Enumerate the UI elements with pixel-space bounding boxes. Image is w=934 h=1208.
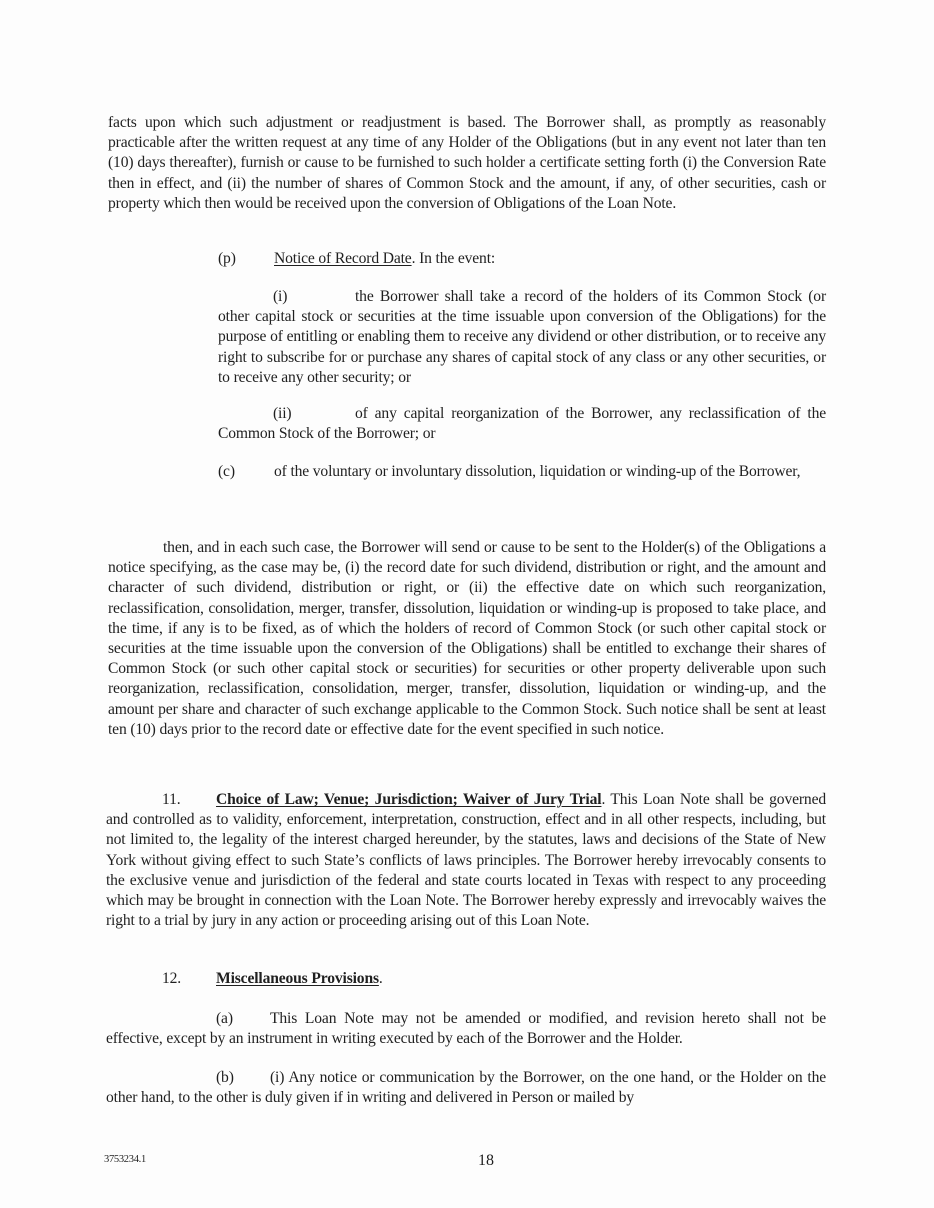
item-12b-text: (i) Any notice or communication by the Borrower, on the one hand, or the Holder on the other hand, to the other is duly given if in writing and delivered in Person or mailed by xyxy=(106,1069,826,1107)
section-p-label: (p) xyxy=(218,250,236,267)
section-11 xyxy=(106,790,826,931)
section-11-number: 11. xyxy=(162,791,181,808)
paragraph-then xyxy=(108,538,826,740)
item-ii-label: (ii) xyxy=(273,405,292,422)
section-12-number: 12. xyxy=(162,970,182,987)
item-12a xyxy=(106,1009,826,1049)
paragraph-then-text: then, and in each such case, the Borrower will send or cause to be sent to the Holder(s) of the Obligations a notice specifying, as the case may be, (i) the record date for such dividend, distribution or right, and the amount and character of such dividend, distribution or right, or (ii) the effective date on which such reorganization, reclassification, consolidation, merger, transfer, dissolution, liquidation or winding-up is proposed to take place, and the time, if any is to be fixed, as of which the holders of record of Common Stock (or such other capital stock or securities at the time issuable upon the conversion of the Obligations) shall be entitled to exchange their shares of Common Stock (or such other capital stock or securities) for securities or other property deliverable upon such reorganization, reclassification, consolidation, merger, transfer, dissolution, liquidation or winding-up, and the amount per share and character of such exchange applicable to the Common Stock. Such notice shall be sent at least ten (10) days prior to the record date or effective date for the event specified in such notice. xyxy=(108,539,826,738)
section-p-title: Notice of Record Date xyxy=(274,250,412,267)
item-ii-text: of any capital reorganization of the Borrower, any reclassification of the Common Stock of the Borrower; or xyxy=(218,405,826,443)
page-number: 18 xyxy=(478,1152,494,1169)
item-ii xyxy=(218,404,826,444)
item-12a-label: (a) xyxy=(216,1010,233,1027)
item-12a-text: This Loan Note may not be amended or modified, and revision hereto shall not be effective, except by an instrument in writing executed by each of the Borrower and the Holder. xyxy=(106,1010,826,1048)
item-c-text: of the voluntary or involuntary dissolution, liquidation or winding-up of the Borrower, xyxy=(274,463,801,480)
section-12-heading xyxy=(162,969,762,989)
section-p-heading xyxy=(218,249,826,269)
paragraph-intro xyxy=(108,113,826,214)
item-12b xyxy=(106,1068,826,1108)
item-12b-label: (b) xyxy=(216,1069,234,1086)
item-c xyxy=(218,462,826,482)
footer-document-id: 3753234.1 xyxy=(104,1154,146,1165)
section-p-after: . In the event: xyxy=(411,250,496,267)
section-12-title: Miscellaneous Provisions xyxy=(216,970,379,987)
section-11-text: . This Loan Note shall be governed and controlled as to validity, enforcement, interpretation, construction, effect and in all other respects, including, but not limited to, the legality of the interest charged hereunder, by the statutes, laws and decisions of the State of New York without giving effect to such State’s conflicts of laws principles. The Borrower hereby irrevocably consents to the exclusive venue and jurisdiction of the federal and state courts located in Texas with respect to any proceeding which may be brought in connection with the Loan Note. The Borrower hereby expressly and irrevocably waives the right to a trial by jury in any action or proceeding arising out of this Loan Note. xyxy=(106,791,826,930)
item-c-label: (c) xyxy=(218,463,235,480)
section-11-title: Choice of Law; Venue; Jurisdiction; Waiver of Jury Trial xyxy=(216,791,602,808)
section-12-after: . xyxy=(378,970,383,987)
item-i xyxy=(218,287,826,388)
item-i-label: (i) xyxy=(273,288,288,305)
item-i-text: the Borrower shall take a record of the holders of its Common Stock (or other capital stock or securities at the time issuable upon conversion of the Obligations) for the purpose of entitling or enabling them to receive any dividend or other distribution, or to receive any right to subscribe for or purchase any shares of capital stock of any class or any other securities, or to receive any other security; or xyxy=(218,288,826,386)
paragraph-intro-text: facts upon which such adjustment or readjustment is based. The Borrower shall, as promptly as reasonably practicable after the written request at any time of any Holder of the Obligations (but in any event not later than ten (10) days thereafter), furnish or cause to be furnished to such holder a certificate setting forth (i) the Conversion Rate then in effect, and (ii) the number of shares of Common Stock and the amount, if any, of other securities, cash or property which then would be received upon the conversion of Obligations of the Loan Note. xyxy=(108,114,826,212)
